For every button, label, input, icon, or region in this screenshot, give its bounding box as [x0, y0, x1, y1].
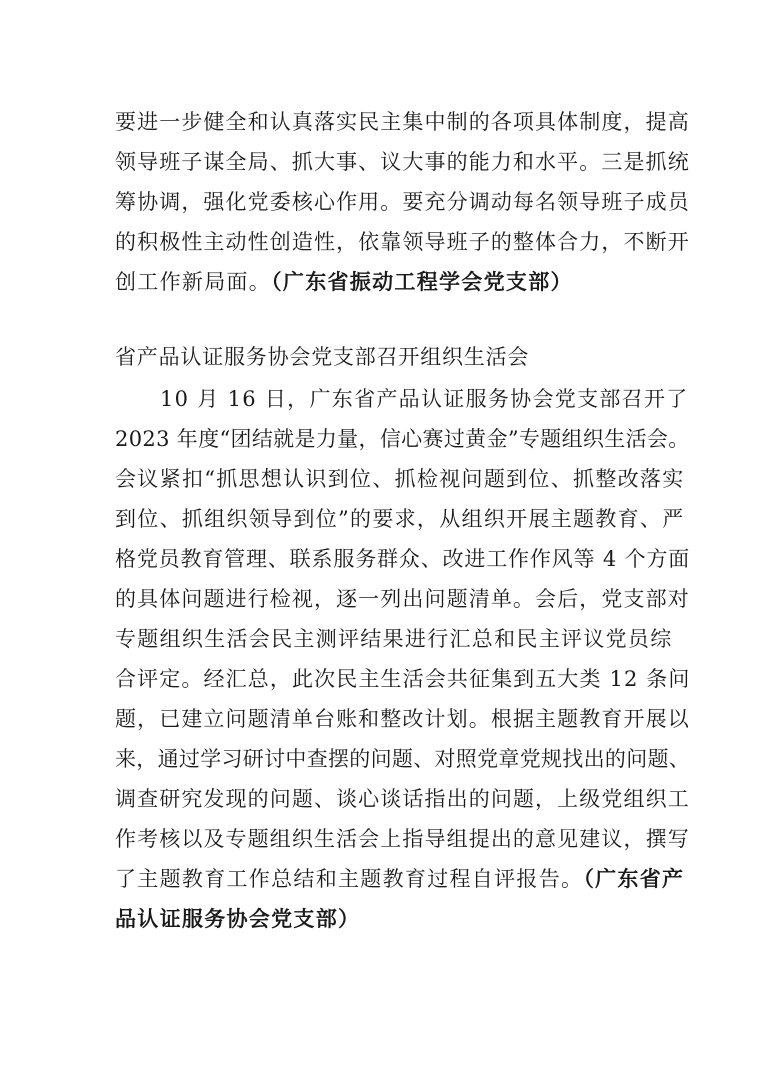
- paragraph-line: 合评定。经汇总，此次民主生活会共征集到五大类 12 条问: [115, 667, 691, 691]
- paragraph-line: 会议紧扣“抓思想认识到位、抓检视问题到位、抓整改落实: [115, 467, 685, 491]
- paragraph-line: 题，已建立问题清单台账和整改计划。根据主题教育开展以: [115, 707, 690, 731]
- paragraph-line: 到位、抓组织领导到位”的要求，从组织开展主题教育、严: [115, 507, 685, 531]
- paragraph-line: 作考核以及专题组织生活会上指导组提出的意见建议，撰写: [115, 827, 690, 851]
- paragraph-line: 调查研究发现的问题、谈心谈话指出的问题，上级党组织工: [115, 787, 690, 811]
- article-heading: 省产品认证服务协会党支部召开组织生活会: [115, 345, 530, 369]
- paragraph-line: 专题组织生活会民主测评结果进行汇总和民主评议党员综: [115, 627, 673, 651]
- paragraph-line: 领导班子谋全局、抓大事、议大事的能力和水平。三是抓统: [115, 150, 690, 174]
- paragraph-line: 格党员教育管理、联系服务群众、改进工作作风等 4 个方面: [115, 547, 691, 571]
- paragraph-line: 2023 年度“团结就是力量，信心赛过黄金”专题组织生活会。: [115, 427, 690, 451]
- source-attribution: （广东省振动工程学会党支部）: [271, 270, 573, 294]
- paragraph-line-last: [115, 268, 573, 296]
- paragraph-line: 来，通过学习研讨中查摆的问题、对照党章党规找出的问题、: [115, 747, 691, 771]
- source-attribution-continued: 品认证服务协会党支部）: [115, 907, 361, 931]
- paragraph-text: 了主题教育工作总结和主题教育过程自评报告。: [115, 867, 584, 891]
- paragraph-line-last: [115, 865, 684, 893]
- paragraph-line: 10 月 16 日，广东省产品认证服务协会党支部召开了: [160, 387, 689, 411]
- paragraph-line: 的积极性主动性创造性，依靠领导班子的整体合力，不断开: [115, 230, 690, 254]
- source-attribution: （广东省产: [583, 867, 685, 891]
- paragraph-line: 筹协调，强化党委核心作用。要充分调动每名领导班子成员: [115, 190, 690, 214]
- paragraph-text: 创工作新局面。: [115, 270, 272, 294]
- paragraph-line: 要进一步健全和认真落实民主集中制的各项具体制度，提高: [115, 110, 690, 134]
- paragraph-line: 的具体问题进行检视，逐一列出问题清单。会后，党支部对: [115, 587, 690, 611]
